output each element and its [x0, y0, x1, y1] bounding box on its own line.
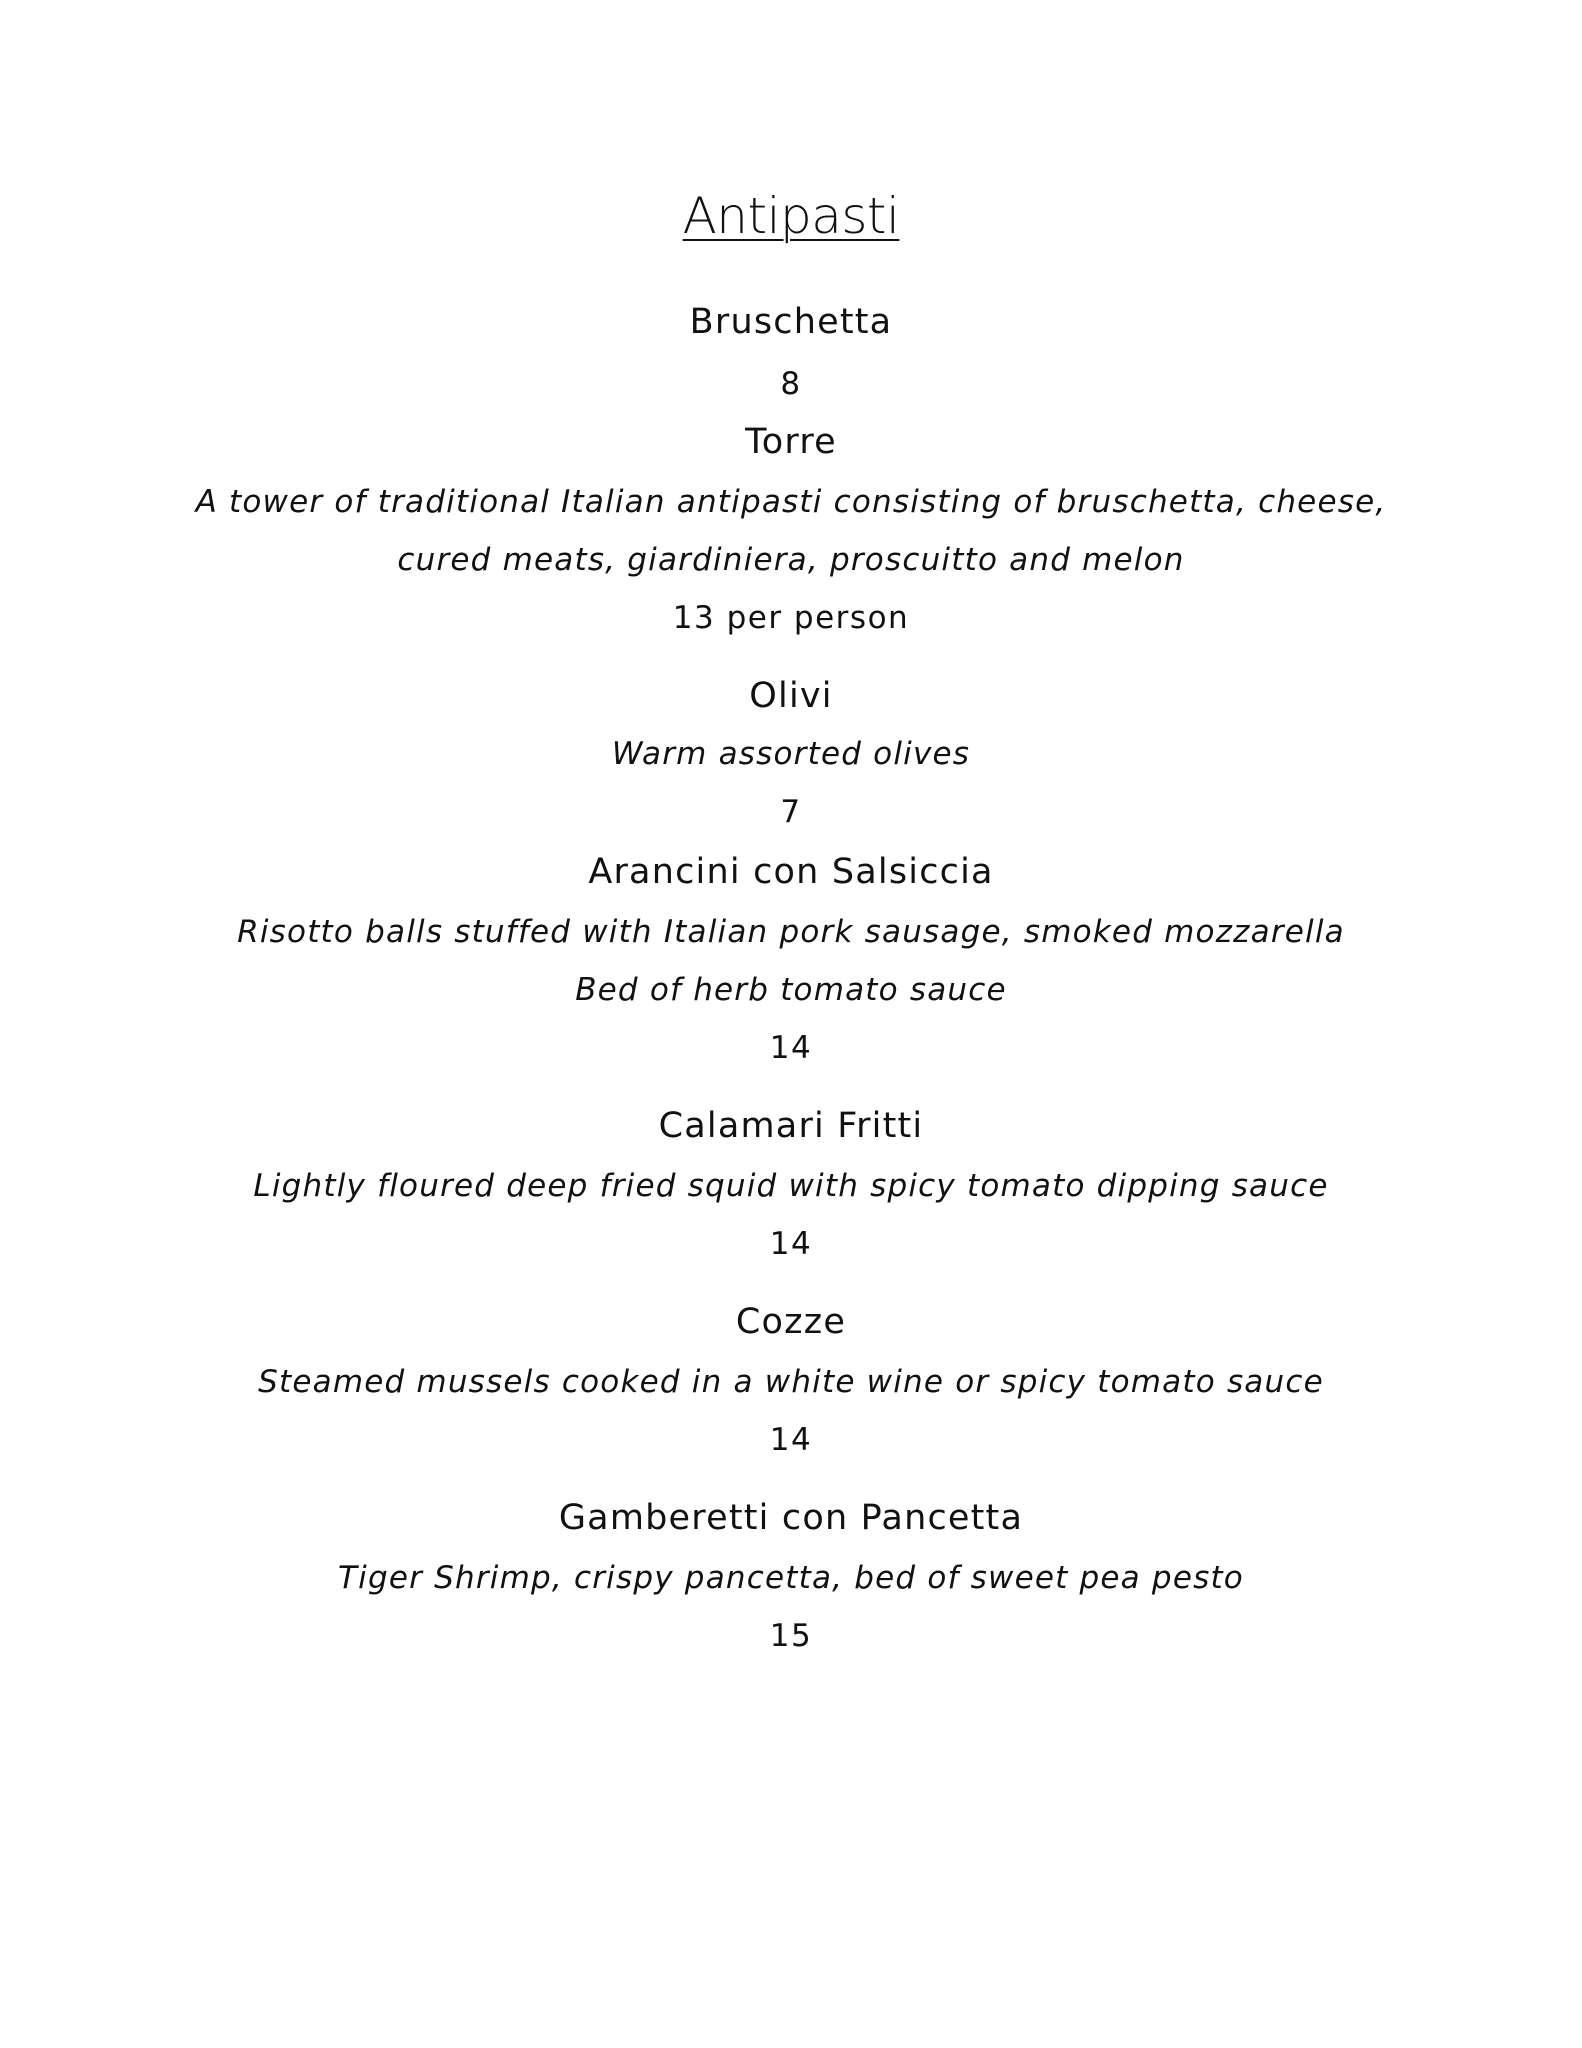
menu-item-description-torre: cured meats, giardiniera, proscuitto and melon [397, 542, 1185, 578]
menu-item-name-calamari: Calamari Fritti [658, 1106, 924, 1146]
menu-item-name-cozze: Cozze [735, 1302, 847, 1342]
menu-item-description-torre: A tower of traditional Italian antipasti consisting of bruschetta, cheese, [195, 484, 1387, 520]
menu-item-price-olivi: 7 [780, 794, 802, 830]
section-title-text: Antipasti [682, 187, 900, 245]
menu-item-name-bruschetta: Bruschetta [689, 302, 893, 342]
menu-item-price-torre: 13 per person [672, 600, 910, 636]
section-title [0, 184, 1582, 248]
menu-item-name-olivi: Olivi [749, 676, 833, 716]
menu-item-description-arancini: Risotto balls stuffed with Italian pork sausage, smoked mozzarella [237, 914, 1345, 950]
menu-item-price-calamari: 14 [769, 1226, 813, 1262]
menu-item-description-cozze: Steamed mussels cooked in a white wine or spicy tomato sauce [258, 1364, 1324, 1400]
menu-item-price-arancini: 14 [769, 1030, 813, 1066]
menu-item-description-arancini: Bed of herb tomato sauce [575, 972, 1007, 1008]
menu-item-description-olivi: Warm assorted olives [611, 736, 971, 772]
menu-item-price-cozze: 14 [769, 1422, 813, 1458]
menu-item-name-arancini: Arancini con Salsiccia [588, 852, 994, 892]
menu-item-price-gamberetti: 15 [769, 1618, 813, 1654]
menu-item-description-gamberetti: Tiger Shrimp, crispy pancetta, bed of sweet pea pesto [338, 1560, 1244, 1596]
menu-item-price-bruschetta: 8 [780, 366, 802, 402]
menu-item-description-calamari: Lightly floured deep fried squid with spicy tomato dipping sauce [253, 1168, 1329, 1204]
menu-item-name-torre: Torre [745, 422, 837, 462]
menu-item-name-gamberetti: Gamberetti con Pancetta [558, 1498, 1024, 1538]
